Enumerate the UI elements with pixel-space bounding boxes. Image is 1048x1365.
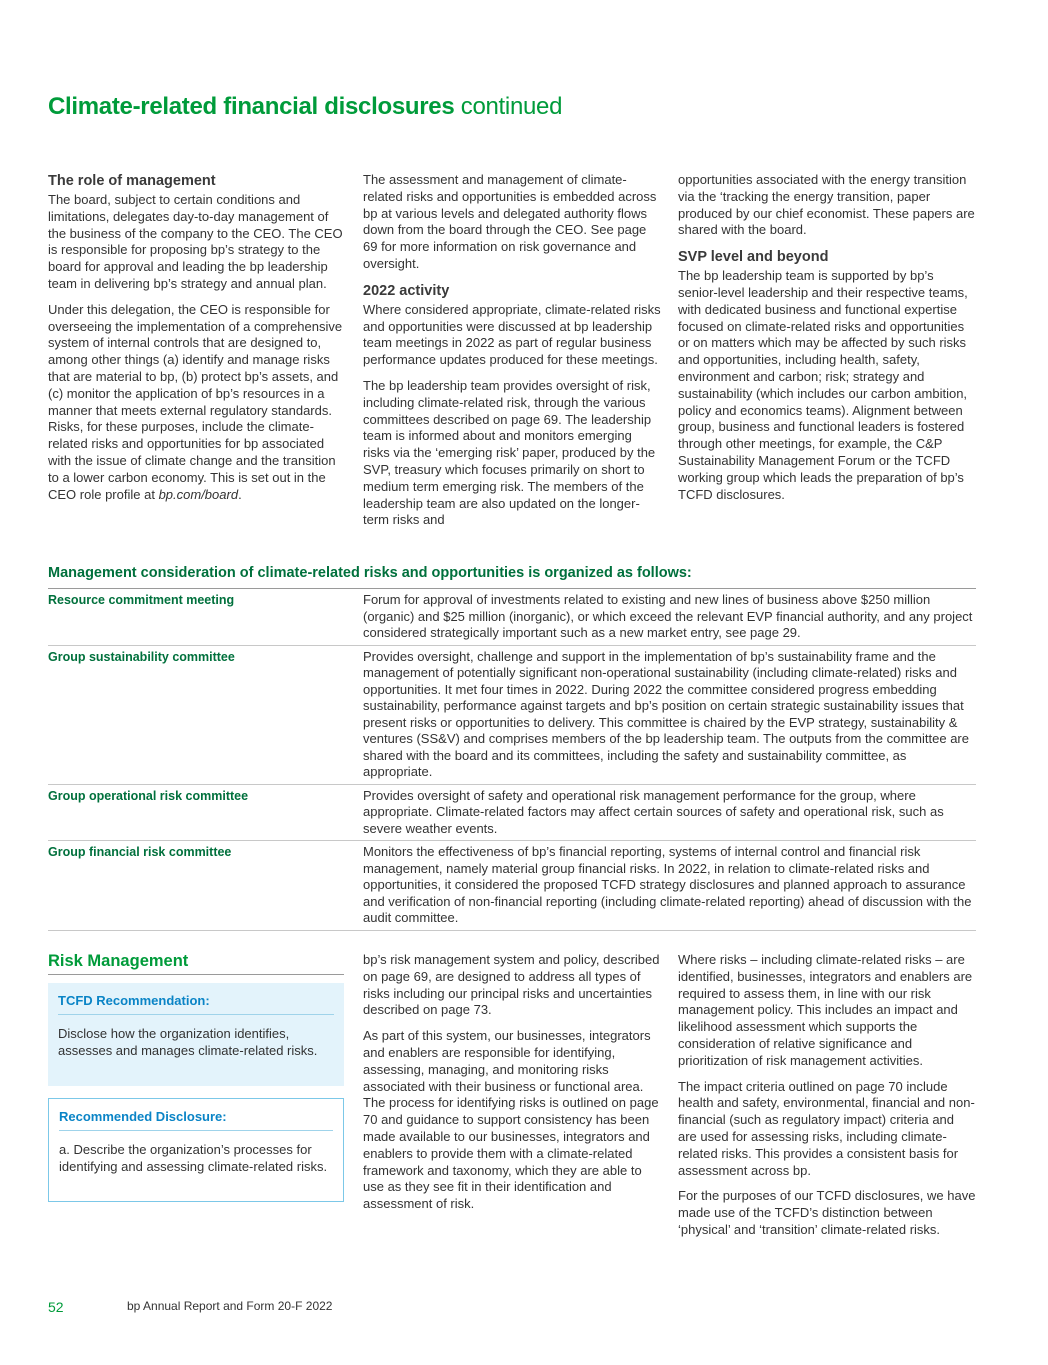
paragraph: As part of this system, our businesses, integrators and enablers are responsible for identifying, assessing, managing, and monitoring risks associated with their business or functional area. The process for identifying risks is outlined on page 70 and guidance to support consistency has been made available to our businesses, integrators and enablers to provide them with a climate-related framework and taxonomy, which they are able to use as they see fit in their identification and assessment of risk. bbox=[363, 1028, 659, 1212]
page-title-main: Climate-related financial disclosures bbox=[48, 93, 455, 120]
committee-description: Forum for approval of investments related to existing and new lines of business above $250 million (organic) and $25 million (inorganic), or which exceed the relevant EVP financial authority, and any project considered strategically important such as a new market entry, see page 29. bbox=[363, 589, 976, 645]
paragraph: The bp leadership team is supported by bp’s senior-level leadership and their respective teams, with dedicated business and functional expertise focused on climate-related risks and opportunities or on matters which may be affected by such risks and opportunities, including health, safety, environment and carbon; risk; strategy and sustainability (which includes our carbon ambition, policy and economics teams). Alignment between group, business and functional leaders is fostered through other meetings, for example, the C&P Sustainability Management Forum or the TCFD working group which leads the preparation of bp’s TCFD disclosures. bbox=[678, 268, 968, 502]
management-table-heading: Management consideration of climate-related risks and opportunities is organized as follows: bbox=[48, 565, 976, 589]
paragraph: The impact criteria outlined on page 70 include health and safety, environmental, financial and non-financial (such as regulatory impact) criteria and are used for assessing risks, including climate-related risks. This provides a consistent basis for assessment across bp. bbox=[678, 1078, 975, 1178]
committee-name: Group operational risk committee bbox=[48, 784, 363, 841]
risk-column-2 bbox=[363, 952, 661, 1222]
section-heading: The role of management bbox=[48, 173, 216, 189]
management-table bbox=[48, 589, 976, 931]
page-title bbox=[48, 92, 562, 122]
tcfd-recommendation-label: TCFD Recommendation: bbox=[58, 993, 334, 1015]
paragraph: bp’s risk management system and policy, described on page 69, are designed to address all types of risks including our principal risks and uncertainties described on page 73. bbox=[363, 952, 660, 1018]
recommended-disclosure-box bbox=[48, 1098, 344, 1202]
risk-column-3 bbox=[678, 952, 976, 1248]
table-row bbox=[48, 841, 976, 931]
role-of-management-column bbox=[48, 172, 346, 512]
page-number: 52 bbox=[48, 1299, 64, 1315]
recommended-disclosure-text: a. Describe the organization’s processes for identifying and assessing climate-related risks. bbox=[59, 1142, 328, 1174]
committee-description: Provides oversight of safety and operational risk management performance for the group, where appropriate. Climate-related factors may affect certain sources of safety and operational risk, such as severe weather events. bbox=[363, 784, 976, 841]
committee-description: Monitors the effectiveness of bp’s financial reporting, systems of internal control and financial risk management, namely material group financial risks. In 2022, in relation to climate-related risks and opportunities, it considered the proposed TCFD strategy disclosures and planned approach to assurance and verification of non-financial reporting (including climate-related reporting) ahead of discussion with the audit committee. bbox=[363, 841, 976, 931]
paragraph-text: Under this delegation, the CEO is responsible for overseeing the implementation of a comprehensive system of internal controls that are designed to, among other things (a) identify and manage risks that are material to bp, (b) protect bp’s assets, and (c) monitor the application of bp’s resources in a manner that meets external regulatory standards. Risks, for these purposes, include the climate-related risks and opportunities for bp associated with the issue of climate change and the transition to a lower carbon economy. This is set out in the CEO role profile at bbox=[48, 301, 343, 502]
board-link[interactable]: bp.com/board bbox=[158, 486, 239, 502]
publication-title: bp Annual Report and Form 20-F 2022 bbox=[127, 1299, 333, 1313]
activity-column bbox=[363, 172, 661, 538]
committee-description: Provides oversight, challenge and support in the implementation of bp’s sustainability frame and the management of potentially significant non-operational sustainability (including climate-related) risks and opportunities. It met four times in 2022. During 2022 the committee considered progress embedding sustainability, performance against targets and bp’s position on certain strategic sustainability issues that present risks or opportunities to delivery. This committee is chaired by the EVP strategy, sustainability & ventures (SS&V) and comprises members of the bp leadership team. The outputs from the committee are shared with the board and its committees, including the safety and sustainability committee, as appropriate. bbox=[363, 645, 976, 784]
paragraph bbox=[48, 302, 346, 504]
committee-name: Resource commitment meeting bbox=[48, 589, 363, 645]
paragraph: The bp leadership team provides oversight of risk, including climate-related risk, through the various committees described on page 69. The leadership team is informed about and monitors emerging risks via the ‘emerging risk’ paper, produced by the SVP, treasury which focuses primarily on short to medium term emerging risk. The members of the leadership team are also updated on the longer-term risks and bbox=[363, 377, 656, 528]
table-row bbox=[48, 589, 976, 645]
paragraph: The assessment and management of climate-related risks and opportunities is embedded across bp at various levels and delegated authority flows down from the board through the CEO. See page 69 for more information on risk governance and oversight. bbox=[363, 172, 657, 271]
committee-name: Group financial risk committee bbox=[48, 841, 363, 931]
paragraph: opportunities associated with the energy transition via the ‘tracking the energy transition, paper produced by our chief economist. These papers are shared with the board. bbox=[678, 172, 975, 238]
paragraph: For the purposes of our TCFD disclosures, we have made use of the TCFD’s distinction between ‘physical’ and ‘transition’ climate-related risks. bbox=[678, 1188, 976, 1237]
paragraph-end: . bbox=[238, 486, 242, 502]
page-title-continued: continued bbox=[460, 93, 563, 120]
section-heading: 2022 activity bbox=[363, 282, 450, 299]
risk-management-title: Risk Management bbox=[48, 952, 344, 975]
svp-column bbox=[678, 172, 976, 512]
section-heading: SVP level and beyond bbox=[678, 249, 829, 266]
tcfd-recommendation-text: Disclose how the organization identifies, assesses and manages climate-related risks. bbox=[58, 1026, 318, 1058]
tcfd-recommendation-box bbox=[48, 983, 344, 1086]
recommended-disclosure-label: Recommended Disclosure: bbox=[59, 1109, 333, 1131]
table-row bbox=[48, 784, 976, 841]
table-row bbox=[48, 645, 976, 784]
committee-name: Group sustainability committee bbox=[48, 645, 363, 784]
paragraph: The board, subject to certain conditions and limitations, delegates day-to-day management of the business of the company to the CEO. The CEO is responsible for proposing bp’s strategy to the board for approval and leading the bp leadership team in delivering bp’s strategy and annual plan. bbox=[48, 192, 343, 291]
paragraph: Where risks – including climate-related risks – are identified, businesses, integrators and enablers are required to assess them, in line with our risk management policy. This includes an impact and likelihood assessment which supports the consideration of relative significance and prioritization of risk management activities. bbox=[678, 952, 973, 1068]
paragraph: Where considered appropriate, climate-related risks and opportunities were discussed at bp leadership team meetings in 2022 as part of regular business performance updates produced for these meetings. bbox=[363, 301, 661, 368]
